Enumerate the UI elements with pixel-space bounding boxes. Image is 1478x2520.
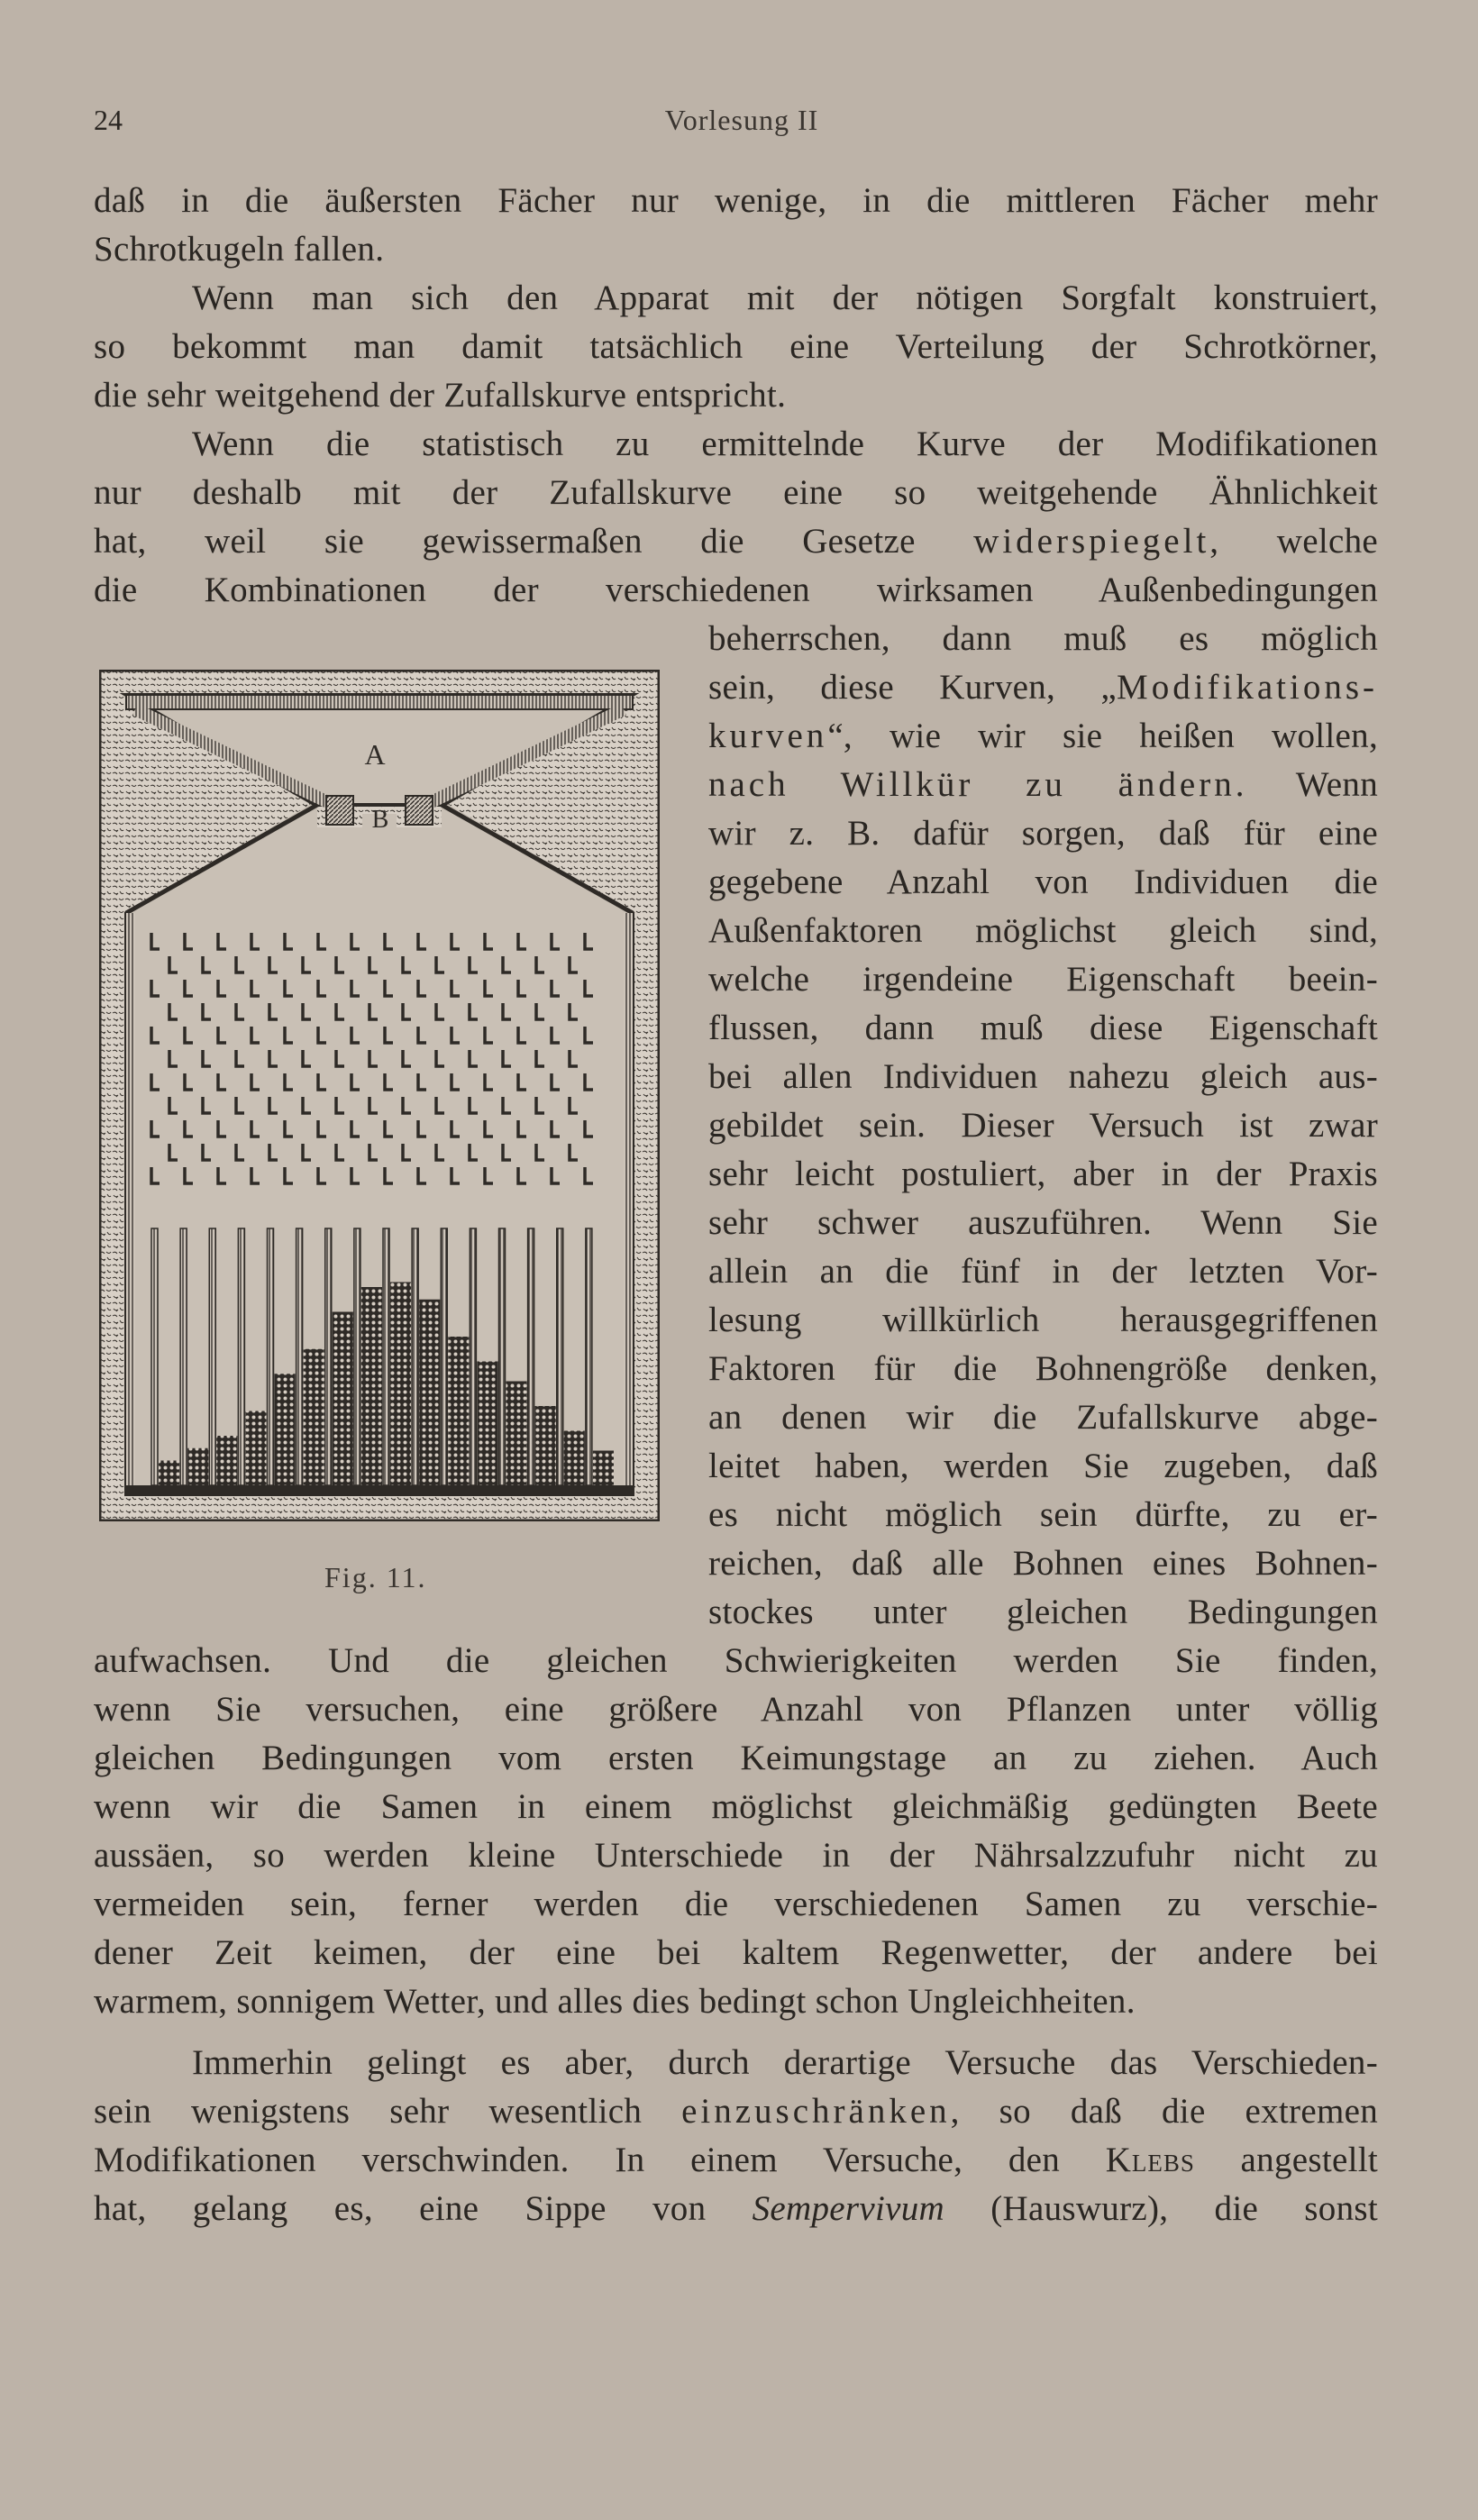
bin-shot-fill: [506, 1382, 527, 1486]
page-header: [94, 97, 1390, 142]
running-title: Vorlesung II: [664, 104, 819, 136]
bin-shot-fill: [159, 1461, 179, 1486]
text-line: aussäen, so werden kleine Unterschiede in der Nährsalzzufuhr nicht zu: [94, 1836, 1378, 1875]
bin-divider: [151, 1228, 158, 1485]
label-a: A: [364, 738, 386, 771]
bin-divider: [209, 1228, 215, 1485]
species-name: Sempervivum: [752, 2189, 944, 2228]
bin-shot-fill: [187, 1448, 208, 1485]
text-line: Wenn die statistisch zu ermittelnde Kurve der Modifikationen: [192, 425, 1378, 463]
text-run: hat, weil sie gewissermaßen die Gesetze: [94, 522, 974, 561]
text-run: angestellt: [1194, 2141, 1378, 2179]
text-line: die sehr weitgehend der Zufallskurve entspricht.: [94, 376, 787, 415]
text-line: aufwachsen. Und die gleichen Schwierigkeiten werden Sie finden,: [94, 1641, 1378, 1680]
text-line: daß in die äußersten Fächer nur wenige, in die mittleren Fächer mehr: [94, 181, 1378, 220]
text-line: an denen wir die Zufallskurve abge-: [708, 1398, 1378, 1437]
emphasized-text: nach Willkür zu ändern.: [708, 765, 1248, 804]
text-line: warmem, sonnigem Wetter, und alles dies bedingt schon Ungleichheiten.: [94, 1982, 1136, 2021]
bin-divider: [268, 1228, 274, 1485]
bin-divider: [180, 1228, 187, 1485]
text-line: [708, 712, 1378, 761]
bin-shot-fill: [448, 1337, 469, 1485]
text-line: so bekommt man damit tatsächlich eine Verteilung der Schrotkörner,: [94, 327, 1378, 366]
text-line: flussen, dann muß diese Eigenschaft: [708, 1009, 1378, 1047]
text-line: welche irgendeine Eigenschaft beein-: [708, 960, 1378, 999]
bin-shot-fill: [564, 1431, 585, 1486]
page-number: 24: [94, 104, 123, 136]
text-line: leitet haben, werden Sie zugeben, daß: [708, 1447, 1378, 1485]
text-run: “, wie wir sie heißen wollen,: [827, 717, 1378, 755]
text-line: Schrotkugeln fallen.: [94, 230, 385, 269]
text-line: [708, 761, 1378, 809]
bin-divider: [238, 1228, 244, 1485]
text-line: wenn wir die Samen in einem möglichst gleichmäßig gedüngten Beete: [94, 1787, 1378, 1826]
emphasized-text: kurven: [708, 717, 828, 755]
text-run: sein, diese Kurven, „: [708, 668, 1118, 707]
text-line: reichen, daß alle Bohnen eines Bohnen-: [708, 1544, 1378, 1583]
bin-shot-fill: [275, 1374, 296, 1485]
text-line: [94, 2185, 1378, 2233]
text-line: gebildet sein. Dieser Versuch ist zwar: [708, 1106, 1378, 1145]
bin-divider: [383, 1228, 389, 1485]
figure-caption: Fig. 11.: [324, 1561, 427, 1593]
text-line: beherrschen, dann muß es möglich: [708, 619, 1378, 658]
text-line: stockes unter gleichen Bedingungen: [708, 1593, 1378, 1631]
bin-shot-fill: [304, 1349, 324, 1485]
text-line: [708, 663, 1378, 712]
emphasized-text: einzuschränken: [681, 2092, 951, 2131]
emphasized-text: Modifikations-: [1117, 668, 1378, 707]
author-name: Klebs: [1105, 2141, 1195, 2179]
outlet-right-block: [406, 796, 433, 825]
bin-shot-fill: [333, 1312, 353, 1486]
text-line: gegebene Anzahl von Individuen die: [708, 863, 1378, 901]
text-line: Immerhin gelingt es aber, durch derartige Versuche das Verschieden-: [192, 2043, 1378, 2082]
bin-divider: [557, 1228, 563, 1485]
bin-shot-fill: [535, 1406, 556, 1485]
bin-shot-fill: [419, 1300, 440, 1485]
text-run: , so daß die extremen: [950, 2092, 1378, 2131]
text-line: sehr leicht postuliert, aber in der Praxis: [708, 1155, 1378, 1193]
galton-board-illustration: [99, 670, 660, 1521]
text-run: Modifikationen verschwinden. In einem Versuche, den: [94, 2141, 1106, 2179]
label-b: B: [371, 806, 389, 834]
text-run: sein wenigstens sehr wesentlich: [94, 2092, 682, 2131]
bin-shot-fill: [390, 1283, 411, 1486]
text-line: [94, 517, 1378, 566]
board-base: [126, 1485, 633, 1494]
text-run: hat, gelang es, eine Sippe von: [94, 2189, 753, 2228]
text-run: , welche: [1209, 522, 1378, 561]
text-line: nur deshalb mit der Zufallskurve eine so weitgehende Ähnlichkeit: [94, 473, 1378, 512]
text-line: vermeiden sein, ferner werden die verschiedenen Samen zu verschie-: [94, 1885, 1378, 1923]
emphasized-text: widerspiegelt: [973, 522, 1210, 561]
bin-divider: [354, 1228, 360, 1485]
text-line: bei allen Individuen nahezu gleich aus-: [708, 1057, 1378, 1096]
text-line: wenn Sie versuchen, eine größere Anzahl von Pflanzen unter völlig: [94, 1690, 1378, 1729]
bin-shot-fill: [361, 1287, 382, 1485]
outlet-left-block: [326, 796, 353, 825]
text-line: gleichen Bedingungen vom ersten Keimungstage an zu ziehen. Auch: [94, 1739, 1378, 1777]
bin-divider: [586, 1228, 592, 1485]
bin-shot-fill: [245, 1411, 266, 1486]
text-line: sehr schwer auszuführen. Wenn Sie: [708, 1203, 1378, 1242]
text-run: (Hauswurz), die sonst: [944, 2189, 1378, 2228]
bin-divider: [499, 1228, 506, 1485]
text-line: Außenfaktoren möglichst gleich sind,: [708, 911, 1378, 950]
text-line: allein an die fünf in der letzten Vor-: [708, 1252, 1378, 1291]
bin-divider: [441, 1228, 447, 1485]
bin-shot-fill: [216, 1436, 237, 1485]
bin-divider: [325, 1228, 332, 1485]
bin-shot-fill: [477, 1362, 497, 1486]
text-line: wir z. B. dafür sorgen, daß für eine: [708, 814, 1378, 853]
text-run: Wenn: [1247, 765, 1378, 804]
galton-board-figure: [99, 670, 660, 1521]
text-line: die Kombinationen der verschiedenen wirksamen Außenbedingungen: [94, 571, 1378, 609]
bin-divider: [412, 1228, 418, 1485]
bin-divider: [528, 1228, 534, 1485]
text-line: Faktoren für die Bohnengröße denken,: [708, 1349, 1378, 1388]
text-line: lesung willkürlich herausgegriffenen: [708, 1301, 1378, 1339]
text-line: dener Zeit keimen, der eine bei kaltem Regenwetter, der andere bei: [94, 1933, 1378, 1972]
funnel-top-bar: [126, 695, 633, 709]
text-line: Wenn man sich den Apparat mit der nötigen Sorgfalt konstruiert,: [192, 278, 1378, 317]
bin-divider: [470, 1228, 476, 1485]
text-line: es nicht möglich sein dürfte, zu er-: [708, 1495, 1378, 1534]
text-line: [94, 2087, 1378, 2136]
text-line: [94, 2136, 1378, 2185]
bin-divider: [297, 1228, 303, 1485]
bin-shot-fill: [593, 1451, 614, 1486]
